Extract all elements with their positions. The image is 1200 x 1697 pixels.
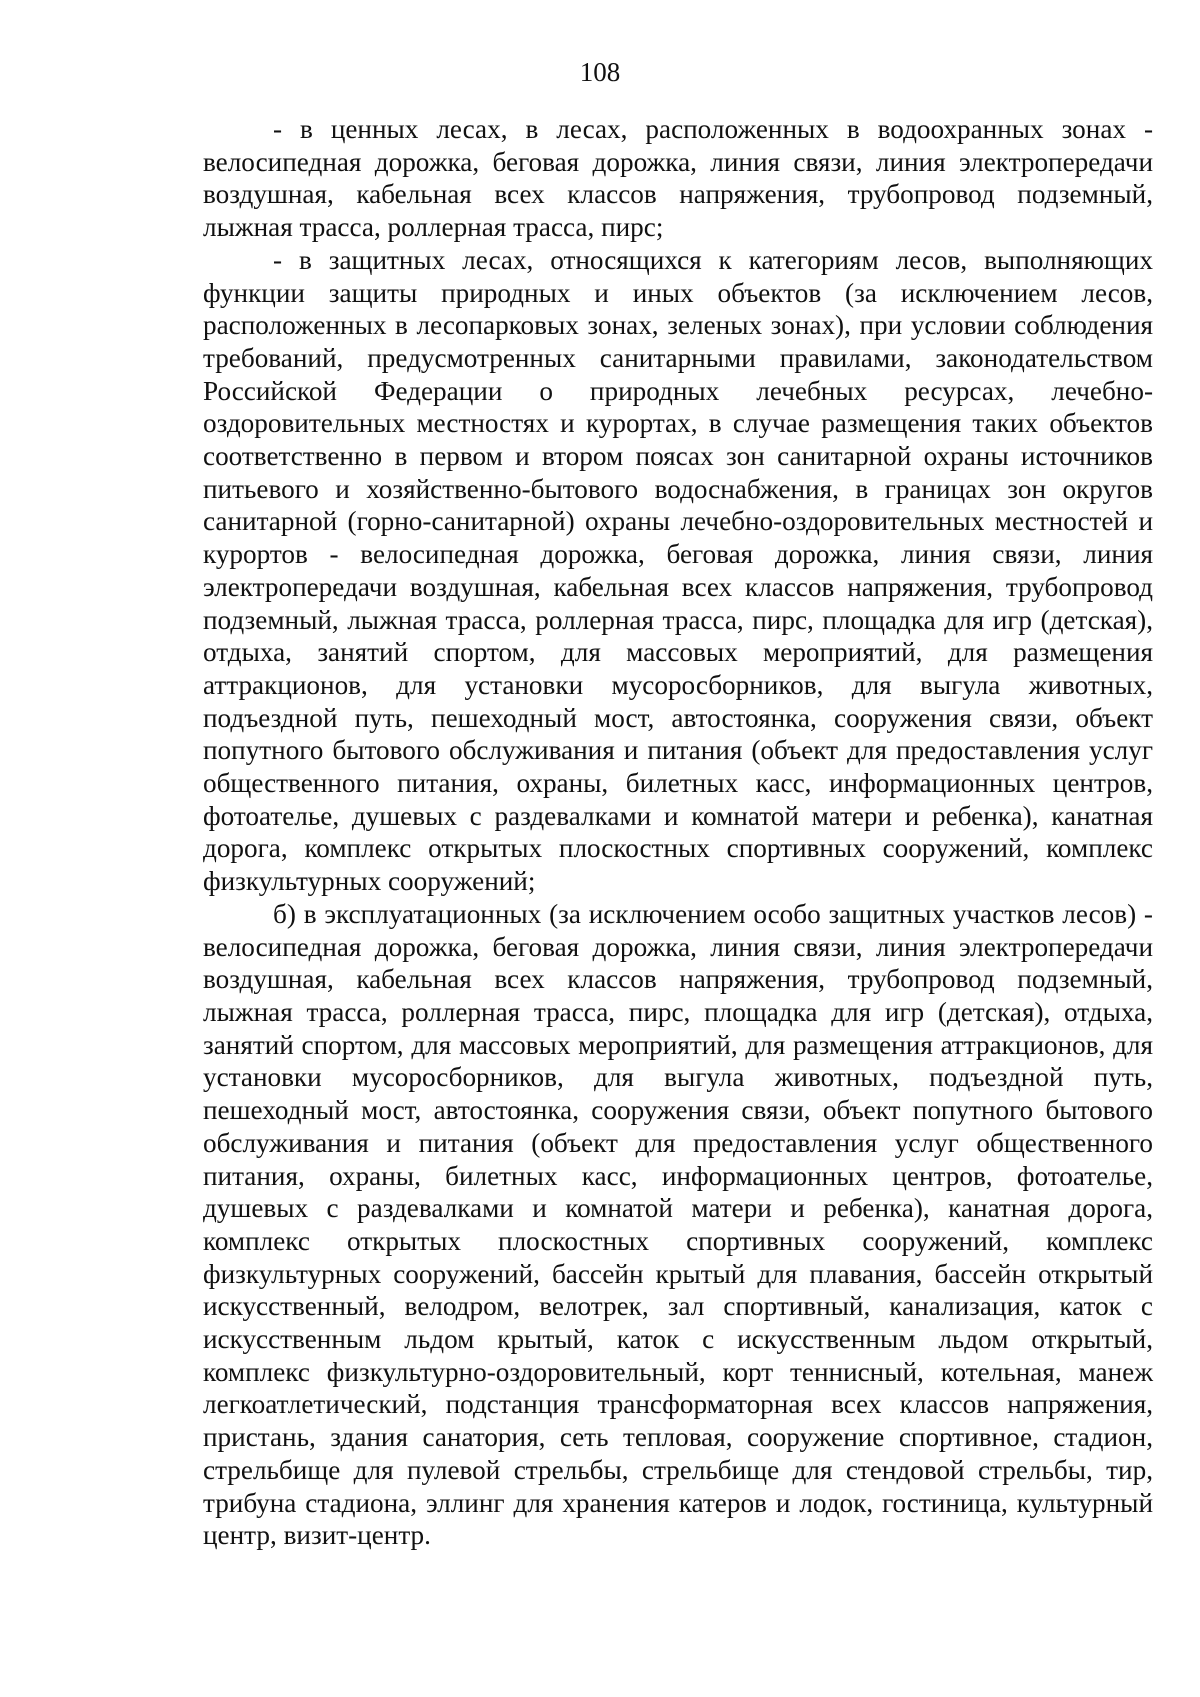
paragraph-protective-forests: - в защитных лесах, относящихся к категориям лесов, выполняющих функции защиты природных и иных объектов (за исключением лесов, расположенных в лесопарковых зонах, зеленых зонах), при условии соблюдения требований, предусмотренных санитарными правилами, законодательством Российской Федерации о природных лечебных ресурсах, лечебно-оздоровительных местностях и курортах, в случае размещения таких объектов соответственно в первом и втором поясах зон санитарной охраны источников питьевого и хозяйственно-бытового водоснабжения, в границах зон округов санитарной (горно-санитарной) охраны лечебно-оздоровительных местностей и курортов - велосипедная дорожка, беговая дорожка, линия связи, линия электропередачи воздушная, кабельная всех классов напряжения, трубопровод подземный, лыжная трасса, роллерная трасса, пирс, площадка для игр (детская), отдыха, занятий спортом, для массовых мероприятий, для размещения аттракционов, для установки мусоросборников, для выгула животных, подъездной путь, пешеходный мост, автостоянка, сооружения связи, объект попутного бытового обслуживания и питания (объект для предоставления услуг общественного питания, охраны, билетных касс, информационных центров, фотоателье, душевых с раздевалками и комнатой матери и ребенка), канатная дорога, комплекс открытых плоскостных спортивных сооружений, комплекс физкультурных сооружений;	[203, 244, 1153, 897]
paragraph-operational-forests: б) в эксплуатационных (за исключением особо защитных участков лесов) - велосипедная дорожка, беговая дорожка, линия связи, линия электропередачи воздушная, кабельная всех классов напряжения, трубопровод подземный, лыжная трасса, роллерная трасса, пирс, площадка для игр (детская), отдыха, занятий спортом, для массовых мероприятий, для размещения аттракционов, для установки мусоросборников, для выгула животных, подъездной путь, пешеходный мост, автостоянка, сооружения связи, объект попутного бытового обслуживания и питания (объект для предоставления услуг общественного питания, охраны, билетных касс, информационных центров, фотоателье, душевых с раздевалками и комнатой матери и ребенка), канатная дорога, комплекс открытых плоскостных спортивных сооружений, комплекс физкультурных сооружений, бассейн крытый для плавания, бассейн открытый искусственный, велодром, велотрек, зал спортивный, канализация, каток с искусственным льдом крытый, каток с искусственным льдом открытый, комплекс физкультурно-оздоровительный, корт теннисный, котельная, манеж легкоатлетический, подстанция трансформаторная всех классов напряжения, пристань, здания санатория, сеть тепловая, сооружение спортивное, стадион, стрельбище для пулевой стрельбы, стрельбище для стендовой стрельбы, тир, трибуна стадиона, эллинг для хранения катеров и лодок, гостиница, культурный центр, визит-центр.	[203, 898, 1153, 1551]
document-body	[203, 113, 1153, 1552]
page-number: 108	[579, 57, 621, 87]
paragraph-valuable-forests: - в ценных лесах, в лесах, расположенных в водоохранных зонах - велосипедная дорожка, беговая дорожка, линия связи, линия электропередачи воздушная, кабельная всех классов напряжения, трубопровод подземный, лыжная трасса, роллерная трасса, пирс;	[203, 114, 1153, 243]
